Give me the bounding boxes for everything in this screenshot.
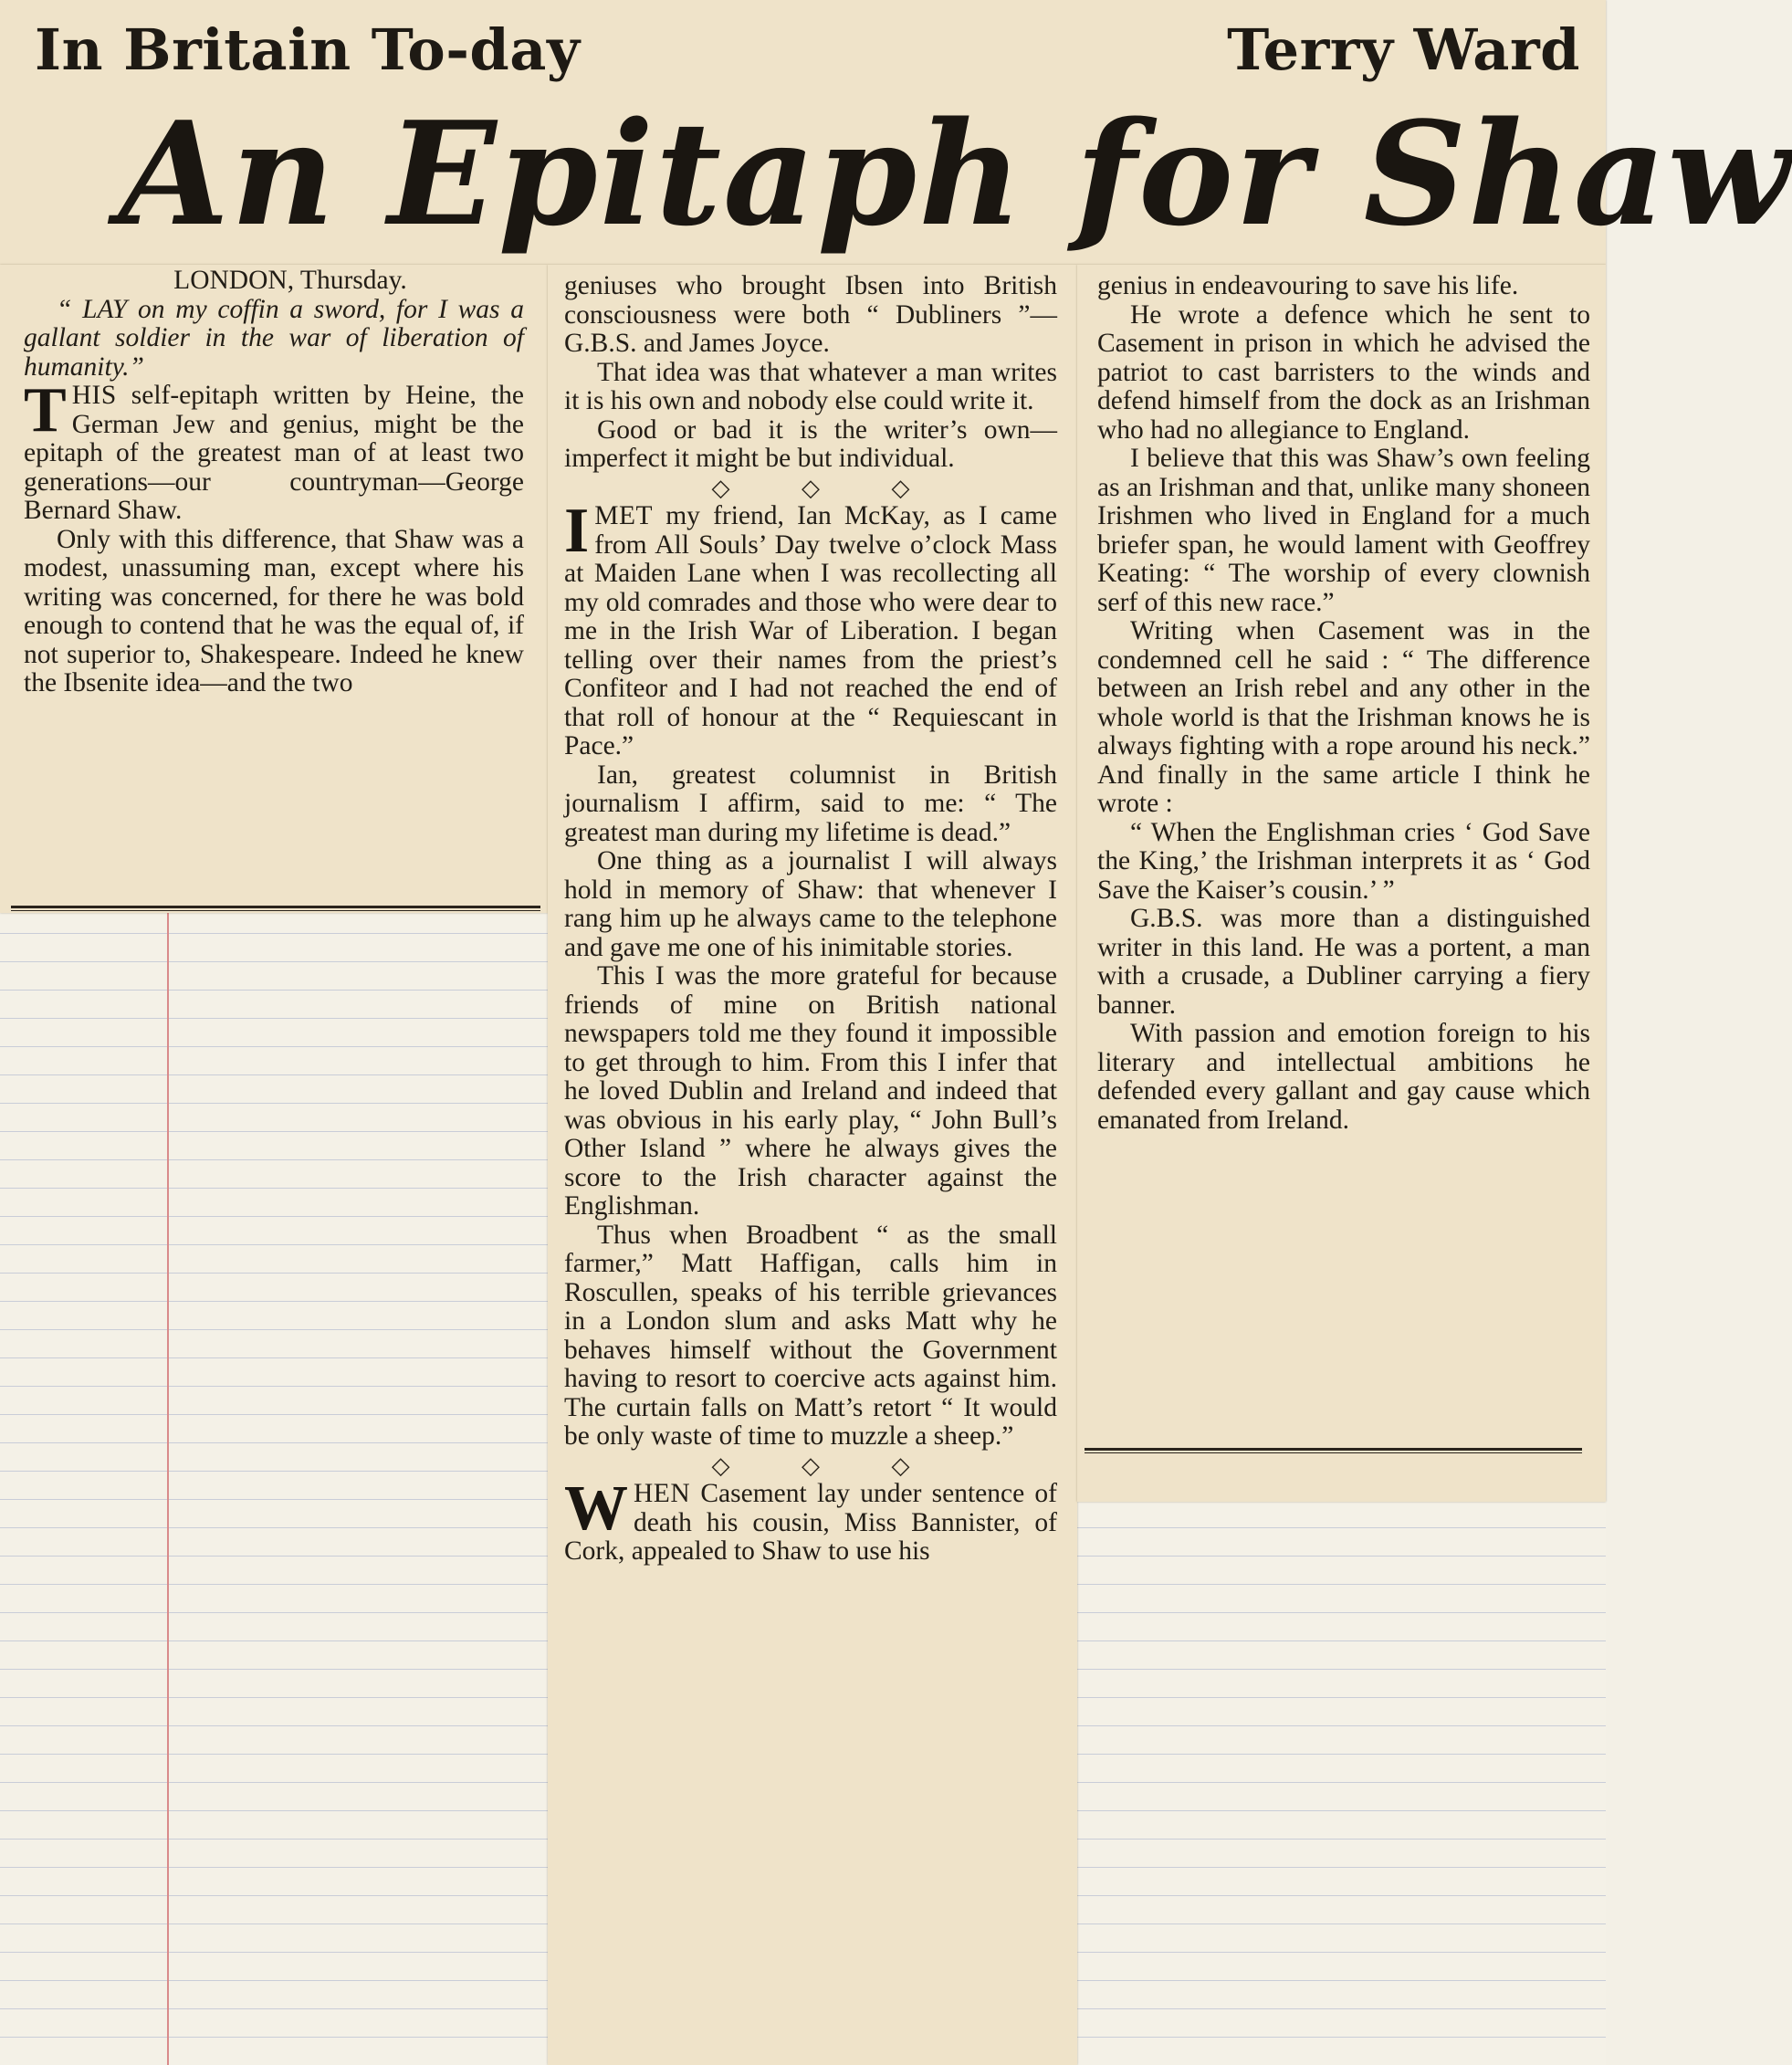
paragraph: THIS self-epitaph written by Heine, the German Jew and genius, might be the epitaph of the greatest man of at least two generations—our countryman—George Bernard Shaw. <box>24 375 524 525</box>
paragraph: Ian, greatest columnist in British journalism I affirm, said to me: “ The greatest man during my lifetime is dead.” <box>564 760 1057 847</box>
section-ornament: ◇ ◇ ◇ <box>711 474 943 501</box>
paragraph: genius in endeavouring to save his life. <box>1097 271 1519 300</box>
drop-cap: I <box>564 496 590 566</box>
paragraph: IMET my friend, Ian McKay, as I came from All Souls’ Day twelve o’clock Mass at Maiden Lane when I was recollecting all my old comrades and those who were dear to me in the Irish War of Liberation. I began telling over their names from the priest’s Confiteor and I had not reached the end of that roll of honour at the “ Requiescant in Pace.” <box>564 496 1057 760</box>
paragraph: Good or bad it is the writer’s own—imperfect it might be but individual. <box>564 414 1057 473</box>
paragraph: That idea was that whatever a man writes it is his own and nobody else could write it. <box>564 357 1057 415</box>
epigraph: “ LAY on my coffin a sword, for I was a gallant soldier in the war of liberation of humanity.” <box>24 294 524 382</box>
column-end-rule <box>11 906 540 911</box>
article-column-3 <box>1097 272 1590 1135</box>
paragraph: He wrote a defence which he sent to Casement in prison in which he advised the patriot to cast barristers to the winds and defend himself from the dock as an Irishman who had no allegiance to England. <box>1097 299 1590 445</box>
paragraph: Thus when Broadbent “ as the small farmer,” Matt Haffigan, calls him in Roscullen, speaks of his terrible grievances in a London slum and asks Matt why he behaves himself without the Government having to resort to coercive acts against him. The curtain falls on Matt’s retort “ It would be only waste of time to muzzle a sheep.” <box>564 1220 1057 1451</box>
paragraph: geniuses who brought Ibsen into British consciousness were both “ Dubliners ”—G.B.S. and James Joyce. <box>564 271 1057 358</box>
section-title: In Britain To-day <box>35 16 581 83</box>
drop-cap: T <box>24 375 67 445</box>
drop-cap: W <box>564 1473 628 1544</box>
paragraph: G.B.S. was more than a distinguished writer in this land. He was a portent, a man with a crusade, a Dubliner carrying a fiery banner. <box>1097 904 1590 1020</box>
paragraph: WHEN Casement lay under sentence of death his cousin, Miss Bannister, of Cork, appealed to Shaw to use his <box>564 1473 1057 1566</box>
headline: An Epitaph for Shaw <box>119 90 1792 257</box>
author-byline: Terry Ward <box>1227 16 1580 83</box>
article-column-1 <box>24 267 524 698</box>
column-end-rule <box>1085 1448 1582 1453</box>
paragraph: Writing when Casement was in the condemned cell he said : “ The difference between an Irish rebel and any other in the whole world is that the Irishman knows he is always fighting with a rope around his neck.” And finally in the same article I think he wrote : <box>1097 616 1590 818</box>
paragraph: I believe that this was Shaw’s own feeling as an Irishman and that, unlike many shoneen Irishmen who lived in England for a much briefer span, he would lament with Geoffrey Keating: “ The worship of every clownish serf of this new race.” <box>1097 444 1590 617</box>
paragraph: Only with this difference, that Shaw was a modest, unassuming man, except where his writing was concerned, for there he was bold enough to contend that he was the equal of, if not superior to, Shakespeare. Indeed he knew the Ibsenite idea—and the two <box>24 524 524 697</box>
paragraph: This I was the more grateful for because friends of mine on British national newspapers told me they found it impossible to get through to him. From this I infer that he loved Dublin and Ireland and indeed that was obvious in his early play, “ John Bull’s Other Island ” where he always gives the score to the Irish character against the Englishman. <box>564 961 1057 1221</box>
section-ornament: ◇ ◇ ◇ <box>711 1452 943 1479</box>
dateline: LONDON, Thursday. <box>173 266 407 295</box>
paragraph: “ When the Englishman cries ‘ God Save the King,’ the Irishman interprets it as ‘ God Save the Kaiser’s cousin.’ ” <box>1097 817 1590 905</box>
article-column-2 <box>564 272 1057 1567</box>
paragraph: With passion and emotion foreign to his literary and intellectual ambitions he defended every gallant and gay cause which emanated from Ireland. <box>1097 1019 1590 1135</box>
paragraph: One thing as a journalist I will always hold in memory of Shaw: that whenever I rang him up he always came to the telephone and gave me one of his inimitable stories. <box>564 846 1057 962</box>
